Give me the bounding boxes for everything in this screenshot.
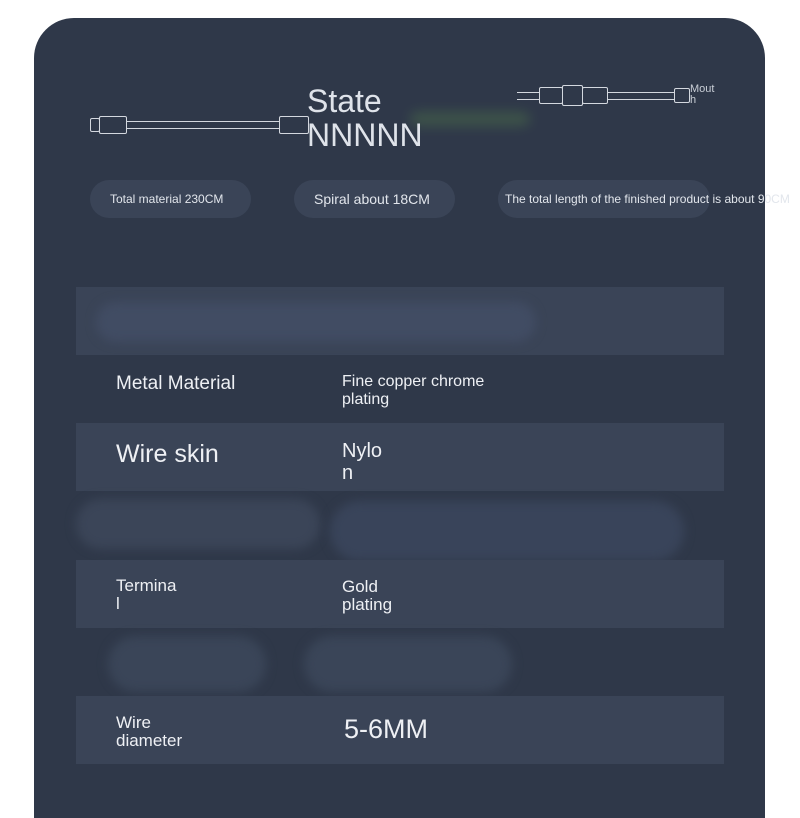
- mouth-label: Mouth: [690, 83, 715, 106]
- spec-value: Fine copper chrome plating: [342, 373, 485, 408]
- finished-length-badge: [498, 180, 790, 218]
- spec-value: 5-6MM: [344, 714, 429, 744]
- spec-label: Metal Material: [116, 373, 236, 394]
- spec-label: Wire diameter: [116, 713, 183, 750]
- finished-length-text: The total length of the finished product is about 90CM: [505, 192, 790, 206]
- table-row: [76, 696, 724, 764]
- spiral-length-badge: Spiral about 18CM: [294, 180, 455, 218]
- spec-value: Nylo n: [342, 440, 383, 484]
- table-row: [76, 355, 724, 423]
- table-row: [76, 491, 724, 559]
- total-material-badge: Total material 230CM: [90, 180, 251, 218]
- decorative-glow: [410, 112, 530, 126]
- table-row: [76, 560, 724, 628]
- page-title: State NNNNN: [307, 83, 423, 153]
- spec-label: Termina l: [116, 576, 177, 613]
- table-row: [76, 423, 724, 491]
- spec-label: Wire skin: [116, 440, 219, 468]
- spec-value: Gold plating: [342, 577, 393, 614]
- table-row: [76, 628, 724, 696]
- table-header-row: [76, 287, 724, 355]
